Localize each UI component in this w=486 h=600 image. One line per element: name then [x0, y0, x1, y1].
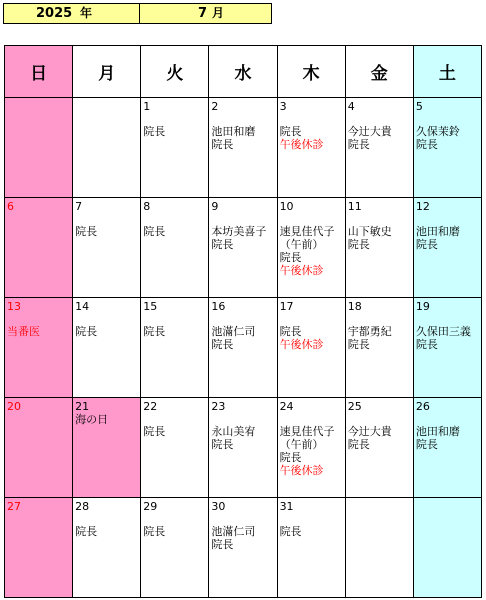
weekday-thu: 木 [277, 46, 345, 98]
schedule-lines [143, 525, 207, 538]
week-row [5, 398, 482, 498]
weekday-fri: 金 [345, 46, 413, 98]
day-number: 16 [211, 300, 226, 313]
day-number: 21 [75, 400, 90, 413]
doctor-name: （午前） [279, 438, 324, 451]
doctor-name: 院長 [211, 138, 234, 151]
day-number: 18 [347, 300, 362, 313]
doctor-name: 池滿仁司 [211, 525, 256, 538]
doctor-name: 今辻大貴 [347, 125, 392, 138]
day-number: 4 [347, 100, 355, 113]
day-cell [73, 398, 141, 498]
day-cell [277, 98, 345, 198]
week-row [5, 98, 482, 198]
day-number: 5 [415, 100, 423, 113]
day-cell [413, 398, 481, 498]
schedule-lines [7, 325, 71, 338]
day-number: 15 [143, 300, 158, 313]
doctor-name: 院長 [211, 238, 234, 251]
day-cell [277, 198, 345, 298]
doctor-name: 永山美宥 [211, 425, 256, 438]
month-unit: 月 [212, 6, 225, 20]
day-number: 7 [75, 200, 83, 213]
schedule-lines [75, 225, 139, 238]
doctor-name: 院長 [279, 451, 302, 464]
doctor-name: 院長 [279, 251, 302, 264]
day-number: 2 [211, 100, 219, 113]
year-box [3, 3, 140, 24]
day-cell [5, 498, 73, 598]
week-row [5, 498, 482, 598]
doctor-name: 山下敏史 [347, 225, 392, 238]
schedule-lines [211, 225, 275, 251]
schedule-lines [75, 525, 139, 538]
day-number: 13 [7, 300, 21, 313]
schedule-lines [348, 325, 412, 351]
notice-text: 午後休診 [279, 138, 324, 151]
weekday-tue: 火 [141, 46, 209, 98]
schedule-lines [348, 425, 412, 451]
day-cell [141, 398, 209, 498]
day-cell [413, 98, 481, 198]
notice-text: 午後休診 [279, 338, 324, 351]
doctor-name: 院長 [415, 338, 438, 351]
holiday-name: 海の日 [75, 413, 109, 426]
day-cell [209, 298, 277, 398]
day-cell [413, 498, 481, 598]
weekday-sat: 土 [413, 46, 481, 98]
weekday-sun: 日 [5, 46, 73, 98]
doctor-name: 院長 [211, 438, 234, 451]
schedule-lines [143, 325, 207, 338]
day-number: 24 [279, 400, 294, 413]
day-cell [345, 498, 413, 598]
doctor-name: 院長 [75, 225, 98, 238]
day-cell [141, 298, 209, 398]
day-cell [141, 198, 209, 298]
day-number: 19 [415, 300, 430, 313]
doctor-name: 院長 [415, 238, 438, 251]
week-row [5, 198, 482, 298]
week-row [5, 298, 482, 398]
day-number: 30 [211, 500, 226, 513]
day-cell [73, 98, 141, 198]
day-cell [209, 98, 277, 198]
doctor-name: 院長 [347, 138, 370, 151]
day-number: 31 [279, 500, 294, 513]
day-cell [73, 298, 141, 398]
schedule-lines [416, 225, 480, 251]
schedule-lines [143, 125, 207, 138]
day-cell [345, 298, 413, 398]
day-number: 27 [7, 500, 21, 513]
calendar-table [4, 45, 482, 598]
day-cell [5, 198, 73, 298]
notice-text: 午後休診 [279, 464, 324, 477]
notice-text: 当番医 [7, 325, 40, 338]
month-box [139, 3, 272, 24]
doctor-name: 池滿仁司 [211, 325, 256, 338]
day-cell [141, 498, 209, 598]
doctor-name: 院長 [211, 338, 234, 351]
day-cell [345, 98, 413, 198]
day-number: 6 [7, 200, 14, 213]
day-number: 17 [279, 300, 294, 313]
doctor-name: 院長 [75, 525, 98, 538]
schedule-lines [143, 225, 207, 238]
day-number: 10 [279, 200, 294, 213]
day-cell [209, 398, 277, 498]
schedule-lines [416, 425, 480, 451]
day-cell [277, 298, 345, 398]
schedule-lines [211, 525, 275, 551]
doctor-name: 院長 [279, 525, 302, 538]
doctor-name: 院長 [347, 438, 370, 451]
day-cell [73, 498, 141, 598]
year-unit: 年 [80, 6, 93, 20]
day-number: 20 [7, 400, 21, 413]
doctor-name: 院長 [143, 425, 166, 438]
day-number: 1 [143, 100, 151, 113]
schedule-lines [348, 225, 412, 251]
schedule-lines [211, 425, 275, 451]
day-cell [277, 498, 345, 598]
day-number: 25 [347, 400, 362, 413]
doctor-name: 院長 [347, 238, 370, 251]
year-value: 2025 [36, 6, 73, 21]
schedule-lines [211, 325, 275, 351]
doctor-name: 院長 [143, 525, 166, 538]
month-value: 7 [198, 6, 208, 21]
schedule-lines [416, 325, 480, 351]
day-number: 8 [143, 200, 151, 213]
day-cell [209, 198, 277, 298]
schedule-lines [280, 125, 344, 151]
day-cell [277, 398, 345, 498]
doctor-name: 院長 [143, 325, 166, 338]
day-number: 26 [415, 400, 430, 413]
schedule-lines [280, 325, 344, 351]
doctor-name: 本坊美喜子 [211, 225, 267, 238]
doctor-name: 院長 [347, 338, 370, 351]
day-number: 28 [75, 500, 90, 513]
day-cell [345, 198, 413, 298]
schedule-lines [348, 125, 412, 151]
day-cell [73, 198, 141, 298]
doctor-name: 院長 [211, 538, 234, 551]
day-cell [141, 98, 209, 198]
day-cell [5, 398, 73, 498]
doctor-name: 院長 [279, 125, 302, 138]
doctor-name: 久保田三義 [415, 325, 471, 338]
day-number: 29 [143, 500, 158, 513]
schedule-lines [280, 525, 344, 538]
doctor-name: 院長 [279, 325, 302, 338]
schedule-lines [75, 325, 139, 338]
schedule-lines [280, 225, 344, 277]
day-number: 3 [279, 100, 287, 113]
doctor-name: 速見佳代子 [279, 425, 335, 438]
weekday-mon: 月 [73, 46, 141, 98]
schedule-lines [416, 125, 480, 151]
doctor-name: 院長 [143, 225, 166, 238]
day-cell [345, 398, 413, 498]
day-number: 11 [347, 200, 362, 213]
weekday-wed: 水 [209, 46, 277, 98]
doctor-name: 池田和磨 [415, 225, 460, 238]
day-number: 12 [415, 200, 430, 213]
schedule-lines [280, 425, 344, 477]
doctor-name: 池田和磨 [211, 125, 256, 138]
doctor-name: （午前） [279, 238, 324, 251]
doctor-name: 池田和磨 [415, 425, 460, 438]
day-cell [413, 198, 481, 298]
doctor-name: 速見佳代子 [279, 225, 335, 238]
day-cell [5, 98, 73, 198]
schedule-lines [211, 125, 275, 151]
doctor-name: 院長 [75, 325, 98, 338]
doctor-name: 院長 [415, 438, 438, 451]
day-number: 9 [211, 200, 219, 213]
day-cell [209, 498, 277, 598]
day-number: 23 [211, 400, 226, 413]
day-cell [5, 298, 73, 398]
doctor-name: 院長 [415, 138, 438, 151]
doctor-name: 宇都勇紀 [347, 325, 392, 338]
day-number: 22 [143, 400, 158, 413]
doctor-name: 今辻大貴 [347, 425, 392, 438]
schedule-lines [143, 425, 207, 438]
doctor-name: 院長 [143, 125, 166, 138]
doctor-name: 久保茉鈴 [415, 125, 460, 138]
weekday-header-row [5, 46, 482, 98]
notice-text: 午後休診 [279, 264, 324, 277]
day-cell [413, 298, 481, 398]
day-number: 14 [75, 300, 90, 313]
